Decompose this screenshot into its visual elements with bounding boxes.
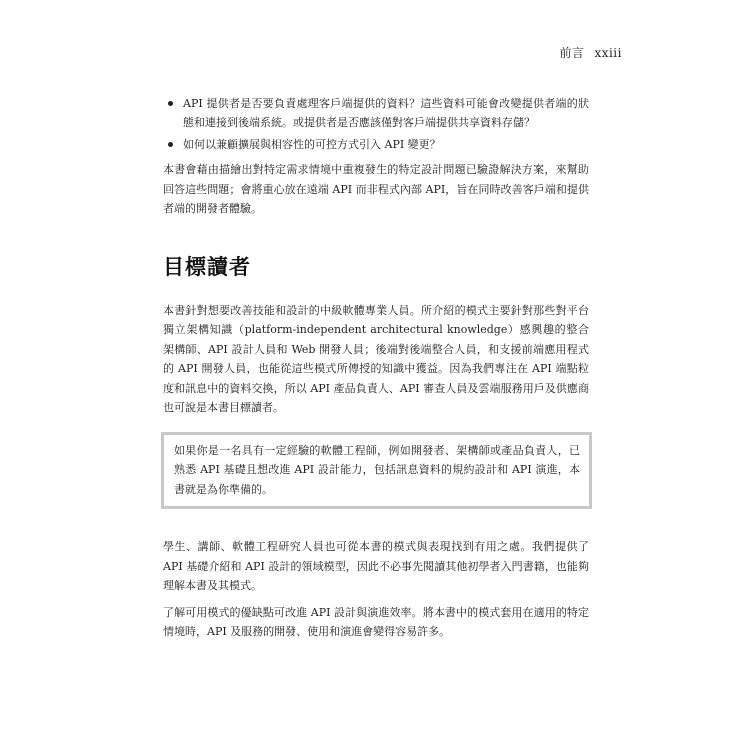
page-body <box>163 94 589 642</box>
bullet-text: 如何以兼顧擴展與相容性的可控方式引入 API 變更？ <box>183 138 441 151</box>
students-paragraph: 學生、講師、軟體工程研究人員也可從本書的模式與表現找到有用之處。我們提供了 API 基礎介紹和 API 設計的領域模型，因此不必事先閱讀其他初學者入門書籍，也能夠理解本書及其模式。 <box>163 540 589 592</box>
audience-paragraph: 本書針對想要改善技能和設計的中級軟體專業人員。所介紹的模式主要針對那些對平台獨立架構知識（platform-independent architectural knowledge）感興趣的整合架構師、API 設計人員和 Web 開發人員；後端對後端整合人員，和支援前端應用程式的 API 開發人員，也能從這些模式所傳授的知識中獲益。因為我們專注在 API 端點粒度和訊息中的資料交換，所以 API 產品負責人、API 審查人員及雲端服務用戶及供應商也可說是本書目標讀者。 <box>163 303 589 414</box>
page-number: xxiii <box>594 46 622 60</box>
benefits-paragraph: 了解可用模式的優缺點可改進 API 設計與演進效率。將本書中的模式套用在適用的特定情境時，API 及服務的開發、使用和演進會變得容易許多。 <box>163 605 589 638</box>
header-section-title: 前言 <box>559 46 585 60</box>
bullet-dot-icon <box>168 142 173 147</box>
bullet-text: API 提供者是否要負責處理客戶端提供的資料？這些資料可能會改變提供者端的狀態和連接到後端系統。或提供者是否應該僅對客戶端提供共享資料存儲？ <box>183 97 589 129</box>
bullet-item <box>163 94 589 132</box>
callout-text: 如果你是一名具有一定經驗的軟體工程師，例如開發者、架構師或產品負責人，已熟悉 API 基礎且想改進 API 設計能力，包括訊息資料的規約設計和 API 演進，本書就是為你準備的。 <box>174 443 580 496</box>
intro-paragraph: 本書會藉由描繪出對特定需求情境中重複發生的特定設計問題已驗證解決方案，來幫助回答這些問題；會將重心放在遠端 API 而非程式內部 API，旨在同時改善客戶端和提供者端的開發者體驗。 <box>163 163 589 215</box>
section-heading: 目標讀者 <box>163 254 251 279</box>
running-header <box>559 44 622 61</box>
bullet-item <box>163 135 589 154</box>
callout-box <box>161 432 592 510</box>
bullet-dot-icon <box>168 101 173 106</box>
question-list <box>163 94 589 154</box>
